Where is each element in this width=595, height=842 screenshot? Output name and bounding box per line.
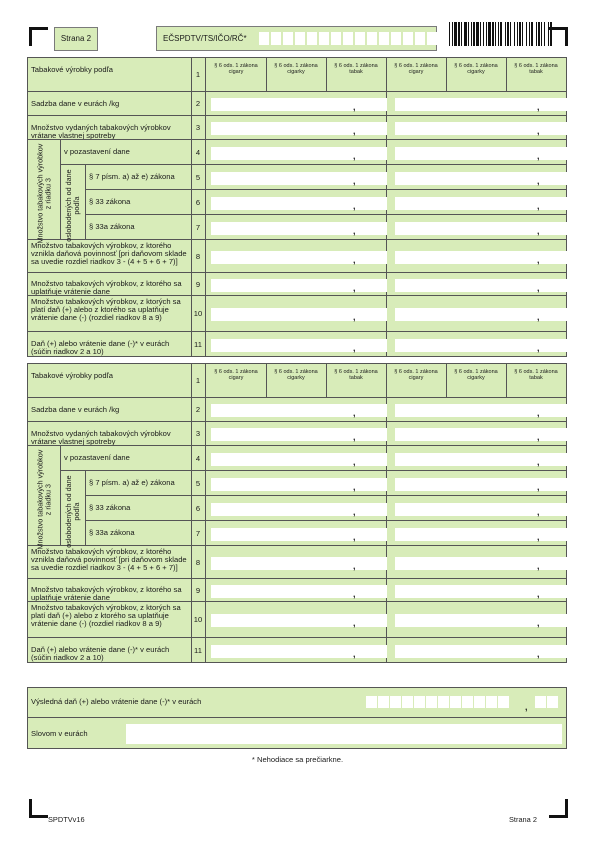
amount-field[interactable]	[395, 614, 571, 627]
digit-cell[interactable]	[390, 696, 401, 708]
decimal-comma: ,	[537, 432, 540, 442]
row-number: 4	[195, 453, 201, 463]
decimal-comma: ,	[353, 456, 356, 467]
decimal-comma: ,	[537, 200, 540, 211]
amount-field[interactable]	[395, 453, 571, 466]
column-divider	[205, 471, 206, 496]
row-number: 10	[193, 615, 203, 624]
column-divider	[191, 240, 192, 273]
decimal-comma: ,	[537, 560, 540, 571]
table-row	[28, 421, 566, 446]
tax-table-2	[27, 363, 567, 663]
amount-field[interactable]	[211, 98, 387, 111]
table-row	[28, 331, 566, 357]
decimal-comma: ,	[537, 150, 540, 161]
amount-field[interactable]	[211, 279, 387, 292]
row-label-r3: Množstvo vydaných tabakových výrobkov vrátane vlastnej spotreby	[31, 428, 171, 446]
column-divider	[266, 58, 267, 91]
decimal-comma: ,	[537, 531, 540, 542]
id-char-cell[interactable]	[307, 32, 317, 45]
words-label: Slovom v eurách	[31, 729, 88, 738]
footer-page-label: Strana 2	[509, 815, 537, 824]
row-number: 4	[195, 147, 201, 157]
column-divider	[446, 58, 447, 91]
id-char-cell[interactable]	[355, 32, 365, 45]
column-header: § 6 ods. 1 zákona cigary	[214, 369, 258, 381]
decimal-comma: ,	[537, 456, 540, 467]
column-header: § 6 ods. 1 zákona cigarky	[454, 63, 498, 75]
amount-field[interactable]	[211, 404, 387, 417]
table-row	[28, 397, 566, 422]
row-label-r7: § 33a zákona	[89, 222, 135, 231]
decimal-comma: ,	[353, 126, 356, 136]
row-label-r7: § 33a zákona	[89, 528, 135, 537]
column-divider	[205, 190, 206, 215]
corner-mark-bottom-right	[549, 799, 568, 818]
table-row	[85, 470, 566, 496]
row-label-r1: Tabakové výrobky podľa	[31, 370, 113, 380]
column-divider	[205, 446, 206, 471]
digit-cell[interactable]	[378, 696, 389, 708]
amount-field[interactable]	[395, 339, 571, 352]
row-number: 8	[195, 251, 201, 261]
amount-field[interactable]	[395, 147, 571, 160]
row-number: 3	[195, 123, 201, 132]
row-label-r8: Množstvo tabakových výrobkov, z ktorého vznikla daňová povinnosť [pri daňovom sklade sa uvedie rozdiel riadkov 3 - (4 + 5 + 6 + 7)]	[31, 547, 187, 573]
digit-cell[interactable]	[462, 696, 473, 708]
amount-field[interactable]	[395, 98, 571, 111]
column-divider	[191, 446, 192, 471]
id-char-cell[interactable]	[403, 32, 413, 45]
digit-cell[interactable]	[438, 696, 449, 708]
decimal-comma: ,	[353, 432, 356, 442]
group-label: Množstvo tabakových výrobkov z riadku 3	[35, 449, 52, 550]
column-divider	[266, 364, 267, 397]
row-label-r11: Daň (+) alebo vrátenie dane (-)* v eurách (súčin riadkov 2 a 10)	[31, 645, 170, 663]
table-row	[85, 189, 566, 215]
column-divider	[205, 579, 206, 602]
corner-mark-bottom-left	[29, 799, 48, 818]
decimal-comma: ,	[353, 282, 356, 293]
total-label: Výsledná daň (+) alebo vrátenie dane (-)* v eurách	[31, 697, 202, 706]
column-divider	[191, 471, 192, 496]
amount-field[interactable]	[211, 645, 387, 658]
column-header: § 6 ods. 1 zákona cigary	[394, 369, 438, 381]
table-row	[85, 164, 566, 190]
table-row	[85, 520, 566, 546]
column-divider	[326, 364, 327, 397]
row-label-r6: § 33 zákona	[89, 503, 131, 512]
row-label-r9: Množstvo tabakových výrobkov, z ktorého sa uplatňuje vrátenie dane	[31, 585, 182, 603]
row-label-r10: Množstvo tabakových výrobkov, z ktorých sa platí daň (+) alebo z ktorého sa uplatňuje vrátenie dane (-) (rozdiel riadkov 8 a 9)	[31, 603, 181, 629]
amount-field[interactable]	[211, 614, 387, 627]
group-label: Množstvo tabakových výrobkov z riadku 3	[35, 143, 52, 244]
column-divider	[205, 58, 206, 91]
group-label-cell	[28, 139, 61, 244]
column-divider	[191, 116, 192, 140]
page-label-box: Strana 2	[54, 27, 98, 51]
amount-field[interactable]	[211, 528, 387, 541]
column-divider	[205, 92, 206, 116]
taxpayer-id-field[interactable]	[259, 32, 437, 45]
table-row	[28, 115, 566, 140]
row-number: 9	[195, 585, 201, 595]
amount-field[interactable]	[211, 478, 387, 491]
amount-field[interactable]	[395, 122, 571, 135]
row-label-r5: § 7 písm. a) až e) zákona	[89, 478, 175, 487]
column-divider	[191, 364, 192, 397]
column-divider	[191, 165, 192, 190]
result-section	[27, 687, 567, 749]
column-divider	[205, 602, 206, 638]
decimal-comma: ,	[537, 618, 540, 628]
id-char-cell[interactable]	[427, 32, 437, 45]
column-divider	[205, 496, 206, 521]
id-char-cell[interactable]	[283, 32, 293, 45]
column-divider	[191, 332, 192, 357]
decimal-comma: ,	[353, 588, 356, 599]
column-divider	[191, 638, 192, 663]
column-divider	[326, 58, 327, 91]
table-row	[60, 445, 566, 471]
amount-field[interactable]	[395, 503, 571, 516]
total-amount-field[interactable]	[366, 696, 509, 708]
row-number: 11	[194, 339, 202, 349]
decimal-comma: ,	[353, 254, 356, 265]
table-row	[60, 139, 566, 165]
amount-field[interactable]	[211, 585, 387, 598]
column-divider	[191, 398, 192, 422]
amount-field[interactable]	[211, 197, 387, 210]
amount-field[interactable]	[211, 503, 387, 516]
amount-field[interactable]	[395, 428, 571, 441]
decimal-comma: ,	[353, 225, 356, 236]
decimal-comma: ,	[537, 312, 540, 322]
table-row	[28, 578, 566, 602]
amount-field[interactable]	[211, 428, 387, 441]
column-divider	[191, 296, 192, 332]
subgroup-label: oslobodených od dane podľa	[63, 475, 81, 548]
row-number: 9	[195, 279, 201, 289]
decimal-comma: ,	[537, 408, 540, 418]
digit-cell[interactable]	[426, 696, 437, 708]
decimal-comma: ,	[353, 648, 356, 659]
row-number: 11	[194, 645, 202, 655]
column-divider	[205, 422, 206, 446]
column-divider	[205, 215, 206, 240]
column-divider	[191, 579, 192, 602]
amount-field[interactable]	[211, 147, 387, 160]
decimal-comma: ,	[353, 506, 356, 517]
row-label-r8: Množstvo tabakových výrobkov, z ktorého vznikla daňová povinnosť [pri daňovom sklade sa uvedie rozdiel riadkov 3 - (4 + 5 + 6 + 7)]	[31, 241, 187, 267]
amount-field[interactable]	[211, 172, 387, 185]
digit-cell[interactable]	[498, 696, 509, 708]
amount-field[interactable]	[395, 404, 571, 417]
decimal-comma: ,	[353, 531, 356, 542]
id-char-cell[interactable]	[319, 32, 329, 45]
column-divider	[205, 521, 206, 546]
decimal-comma: ,	[353, 175, 356, 186]
column-divider	[191, 521, 192, 546]
amount-field[interactable]	[395, 172, 571, 185]
column-divider	[386, 58, 387, 91]
id-char-cell[interactable]	[391, 32, 401, 45]
subgroup-label-cell	[60, 164, 86, 240]
id-char-cell[interactable]	[271, 32, 281, 45]
column-header: § 6 ods. 1 zákona cigarky	[274, 63, 318, 75]
decimal-comma: ,	[537, 102, 540, 112]
digit-cell[interactable]	[366, 696, 377, 708]
amount-field[interactable]	[395, 557, 571, 570]
column-divider	[205, 364, 206, 397]
tax-table-1	[27, 57, 567, 357]
row-label-r2: Sadzba dane v eurách /kg	[31, 404, 120, 414]
row-number: 6	[195, 197, 201, 207]
decimal-comma: ,	[537, 175, 540, 186]
row-label-r4: v pozastavení dane	[64, 147, 130, 156]
amount-field[interactable]	[211, 222, 387, 235]
table-row	[85, 495, 566, 521]
column-divider	[191, 422, 192, 446]
table-row	[28, 239, 566, 273]
decimal-comma: ,	[537, 225, 540, 236]
row-number: 1	[195, 69, 201, 79]
id-char-cell[interactable]	[343, 32, 353, 45]
column-divider	[191, 140, 192, 165]
amount-in-words-field[interactable]	[126, 724, 562, 744]
group-label-cell	[28, 445, 61, 550]
column-divider	[506, 58, 507, 91]
decimal-comma: ,	[353, 102, 356, 112]
column-divider	[205, 638, 206, 663]
id-char-cell[interactable]	[367, 32, 377, 45]
table-row	[85, 214, 566, 240]
decimal-comma: ,	[537, 481, 540, 492]
row-label-r3: Množstvo vydaných tabakových výrobkov vrátane vlastnej spotreby	[31, 122, 171, 140]
table-row	[28, 637, 566, 663]
decimal-comma: ,	[353, 312, 356, 322]
row-number: 6	[195, 503, 201, 513]
row-label-r2: Sadzba dane v eurách /kg	[31, 98, 120, 108]
decimal-comma: ,	[537, 126, 540, 136]
id-char-cell[interactable]	[379, 32, 389, 45]
taxpayer-id-box	[156, 26, 437, 51]
column-header: § 6 ods. 1 zákona tabak	[514, 63, 558, 75]
column-header: § 6 ods. 1 zákona cigary	[214, 63, 258, 75]
amount-field[interactable]	[211, 339, 387, 352]
column-divider	[386, 364, 387, 397]
column-header: § 6 ods. 1 zákona cigarky	[454, 369, 498, 381]
amount-field[interactable]	[395, 308, 571, 321]
column-divider	[205, 116, 206, 140]
row-number: 8	[195, 557, 201, 567]
decimal-comma: ,	[353, 618, 356, 628]
row-number: 3	[195, 429, 201, 438]
column-divider	[191, 215, 192, 240]
column-header: § 6 ods. 1 zákona tabak	[334, 63, 378, 75]
decimal-comma: ,	[537, 506, 540, 517]
row-label-r9: Množstvo tabakových výrobkov, z ktorého sa uplatňuje vrátenie dane	[31, 279, 182, 297]
amount-field[interactable]	[211, 251, 387, 264]
amount-field[interactable]	[211, 453, 387, 466]
total-amount-cents-field[interactable]	[535, 696, 558, 708]
decimal-comma: ,	[353, 342, 356, 353]
id-char-cell[interactable]	[415, 32, 425, 45]
decimal-comma: ,	[537, 254, 540, 265]
barcode	[449, 22, 552, 46]
column-divider	[191, 190, 192, 215]
table-row	[28, 91, 566, 116]
row-number: 7	[195, 528, 201, 538]
id-char-cell[interactable]	[331, 32, 341, 45]
subgroup-label: oslobodených od dane podľa	[63, 169, 81, 242]
amount-field[interactable]	[211, 122, 387, 135]
amount-field[interactable]	[395, 478, 571, 491]
table-row	[28, 364, 566, 397]
amount-field[interactable]	[211, 308, 387, 321]
amount-field[interactable]	[395, 279, 571, 292]
row-number: 5	[195, 172, 201, 182]
table-row	[28, 58, 566, 91]
row-label-r5: § 7 písm. a) až e) zákona	[89, 172, 175, 181]
taxpayer-id-label: EČSPDTV/TS/IČO/RČ*	[163, 34, 247, 43]
row-number: 1	[195, 375, 201, 385]
row-label-r11: Daň (+) alebo vrátenie dane (-)* v eurách (súčin riadkov 2 a 10)	[31, 339, 170, 357]
column-divider	[191, 496, 192, 521]
row-number: 7	[195, 222, 201, 232]
row-label-r10: Množstvo tabakových výrobkov, z ktorých sa platí daň (+) alebo z ktorého sa uplatňuje vrátenie dane (-) (rozdiel riadkov 8 a 9)	[31, 297, 181, 323]
id-char-cell[interactable]	[259, 32, 269, 45]
row-number: 2	[195, 99, 201, 108]
amount-field[interactable]	[395, 251, 571, 264]
column-divider	[191, 92, 192, 116]
column-divider	[205, 296, 206, 332]
table-row	[28, 295, 566, 332]
decimal-comma: ,	[537, 282, 540, 293]
row-number: 5	[195, 478, 201, 488]
decimal-comma: ,	[537, 588, 540, 599]
table-row	[28, 545, 566, 579]
column-header: § 6 ods. 1 zákona tabak	[334, 369, 378, 381]
digit-cell[interactable]	[486, 696, 497, 708]
row-number: 10	[193, 309, 203, 318]
row-label-r6: § 33 zákona	[89, 197, 131, 206]
column-divider	[506, 364, 507, 397]
footnote: * Nehodiace sa prečiarkne.	[251, 755, 344, 764]
table-row	[28, 601, 566, 638]
digit-cell[interactable]	[402, 696, 413, 708]
decimal-comma: ,	[537, 342, 540, 353]
column-divider	[205, 332, 206, 357]
amount-field[interactable]	[395, 222, 571, 235]
subgroup-label-cell	[60, 470, 86, 546]
column-divider	[205, 546, 206, 579]
amount-field[interactable]	[395, 585, 571, 598]
id-char-cell[interactable]	[295, 32, 305, 45]
decimal-comma: ,	[537, 648, 540, 659]
amount-field[interactable]	[395, 197, 571, 210]
column-divider	[191, 546, 192, 579]
row-label-r1: Tabakové výrobky podľa	[31, 64, 113, 74]
column-divider	[205, 140, 206, 165]
amount-field[interactable]	[211, 557, 387, 570]
column-header: § 6 ods. 1 zákona cigarky	[274, 369, 318, 381]
row-label-r4: v pozastavení dane	[64, 453, 130, 462]
amount-field[interactable]	[395, 528, 571, 541]
table-row	[28, 272, 566, 296]
decimal-comma: ,	[525, 702, 528, 712]
column-divider	[205, 165, 206, 190]
column-divider	[205, 398, 206, 422]
column-divider	[205, 273, 206, 296]
decimal-comma: ,	[353, 150, 356, 161]
digit-cell[interactable]	[450, 696, 461, 708]
digit-cell[interactable]	[414, 696, 425, 708]
decimal-comma: ,	[353, 408, 356, 418]
column-divider	[205, 240, 206, 273]
decimal-comma: ,	[353, 200, 356, 211]
column-header: § 6 ods. 1 zákona cigary	[394, 63, 438, 75]
decimal-comma: ,	[353, 560, 356, 571]
row-number: 2	[195, 405, 201, 414]
column-divider	[446, 364, 447, 397]
corner-mark-top-left	[29, 27, 48, 46]
digit-cell[interactable]	[474, 696, 485, 708]
decimal-comma: ,	[353, 481, 356, 492]
amount-field[interactable]	[395, 645, 571, 658]
form-code: SPDTVv16	[48, 815, 85, 824]
column-divider	[191, 602, 192, 638]
column-divider	[191, 58, 192, 91]
column-header: § 6 ods. 1 zákona tabak	[514, 369, 558, 381]
column-divider	[191, 273, 192, 296]
